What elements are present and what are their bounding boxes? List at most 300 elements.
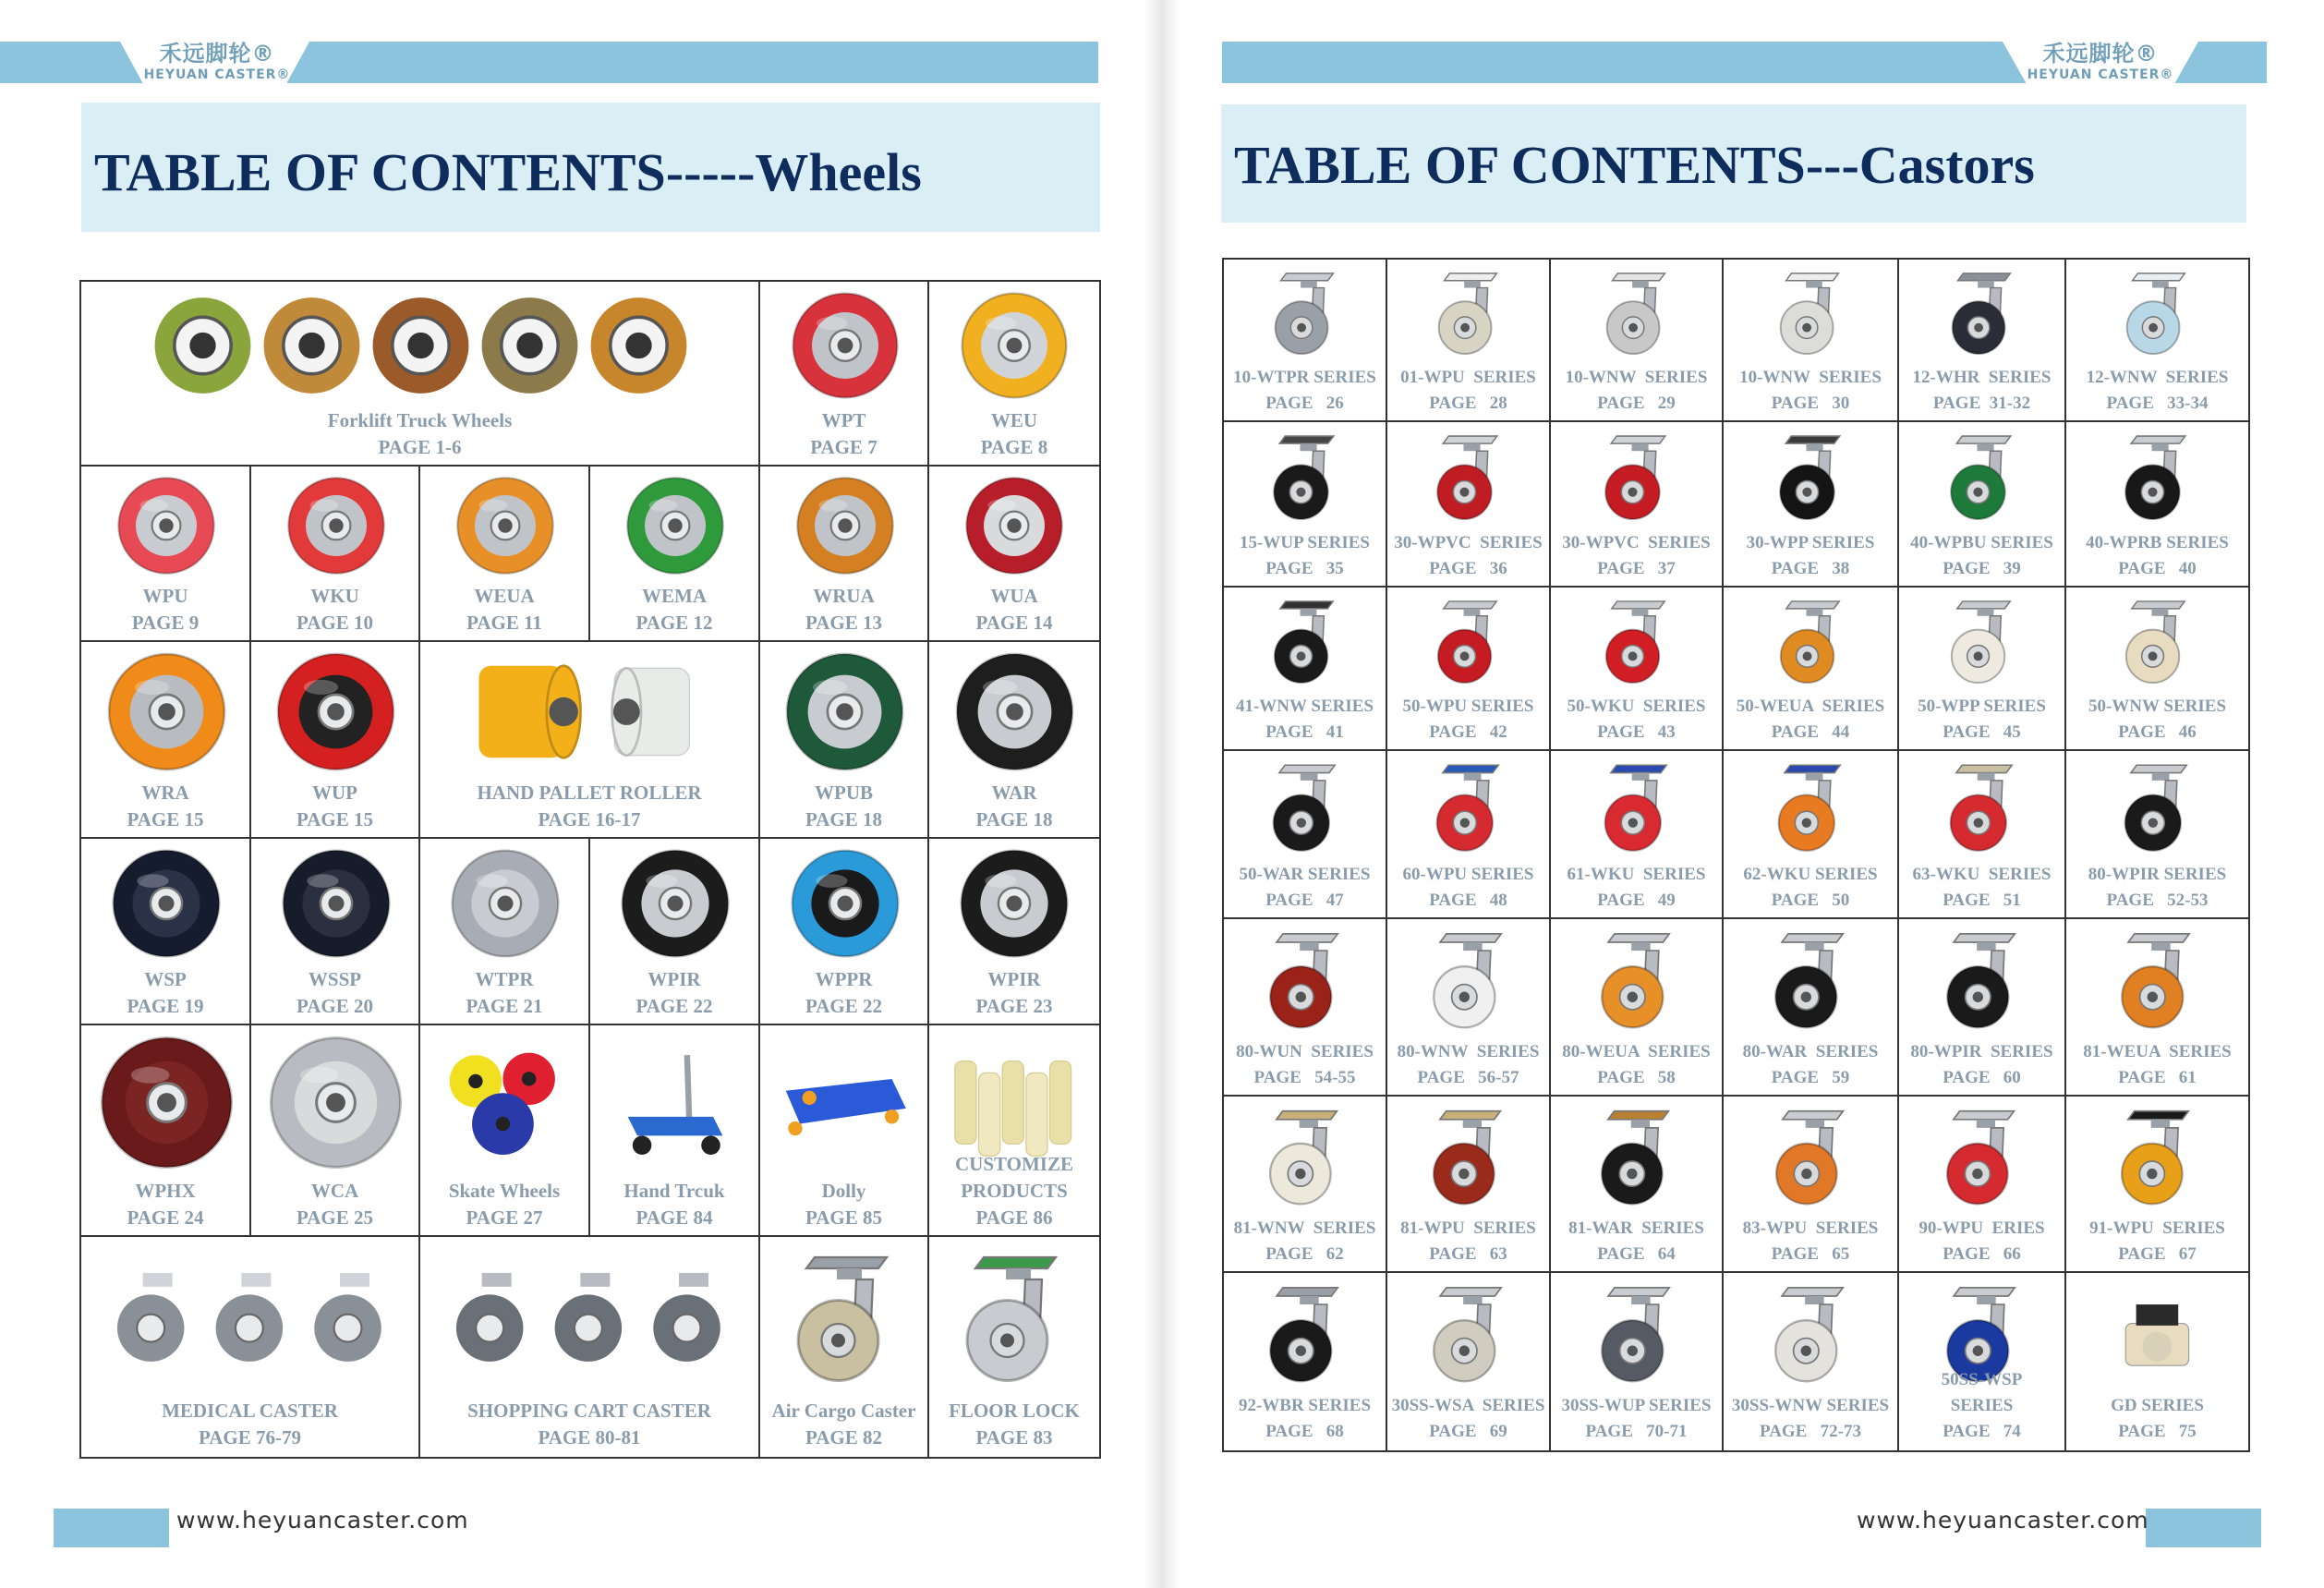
toc-entry[interactable] [2066, 1273, 2248, 1450]
toc-entry[interactable] [590, 839, 760, 1025]
toc-entry[interactable] [1224, 260, 1387, 422]
caster-image [1590, 759, 1686, 860]
entry-label [420, 1178, 588, 1231]
caster-icon [1417, 927, 1522, 1033]
toc-entry[interactable] [929, 282, 1099, 467]
entry-name: 83-WPU SERIES [1742, 1218, 1879, 1238]
toc-entry[interactable] [760, 642, 929, 839]
toc-entry[interactable] [251, 467, 420, 642]
toc-entry[interactable] [1899, 260, 2066, 422]
entry-label [1387, 365, 1549, 417]
entry-label [929, 1151, 1099, 1231]
caster-image [1935, 759, 2031, 860]
toc-entry[interactable] [81, 1237, 420, 1457]
wheel-icon [959, 290, 1070, 401]
entry-label [1724, 1039, 1897, 1091]
toc-entry[interactable] [1724, 260, 1899, 422]
caster-image [1931, 1105, 2035, 1214]
entry-page: PAGE 83 [975, 1426, 1053, 1449]
caster-image [1766, 268, 1857, 363]
toc-entry[interactable] [420, 1025, 590, 1237]
entry-label [1224, 694, 1386, 746]
entry-name: 15-WUP SERIES [1240, 533, 1370, 552]
entry-label [81, 583, 249, 636]
entry-label [1551, 1216, 1722, 1267]
entry-page: PAGE 75 [2118, 1422, 2197, 1441]
toc-entry[interactable] [1387, 422, 1551, 588]
entry-name: WCA [310, 1180, 359, 1202]
title-sub: Wheels [755, 142, 922, 202]
caster-image [1591, 430, 1684, 528]
toc-entry[interactable] [2066, 751, 2248, 919]
toc-entry[interactable] [1387, 260, 1551, 422]
entry-page: PAGE 22 [635, 995, 713, 1017]
toc-entry[interactable] [81, 839, 251, 1025]
entry-page: PAGE 61 [2118, 1068, 2197, 1087]
caster-image [1424, 268, 1515, 363]
entry-name: WTPR [475, 968, 534, 990]
entry-name: Forklift Truck Wheels [327, 409, 513, 431]
toc-entry[interactable] [929, 839, 1099, 1025]
entry-label [2066, 365, 2248, 417]
caster-icon [1423, 596, 1515, 687]
toc-entry[interactable] [1551, 260, 1724, 422]
toc-entry[interactable] [2066, 588, 2248, 751]
entry-page: PAGE 8 [980, 436, 1048, 458]
caster-image [1253, 1105, 1358, 1214]
entry-label [2066, 1216, 2248, 1267]
entry-page: PAGE 47 [1265, 891, 1344, 910]
entry-name: 80-WEUA SERIES [1562, 1042, 1711, 1061]
entry-name: WUA [990, 585, 1038, 607]
skate-wheels-icon [434, 1034, 576, 1171]
entry-label [2066, 530, 2248, 582]
caster-icon [2112, 596, 2203, 687]
wheel-icon [280, 847, 393, 960]
wheel-icon [619, 847, 732, 960]
entry-label [1224, 1393, 1386, 1445]
entry-label [929, 780, 1099, 833]
toc-entry[interactable] [760, 1237, 929, 1457]
toc-entry[interactable] [251, 642, 420, 839]
entry-name: 50-WNW SERIES [2088, 697, 2227, 716]
wheel-icon [783, 650, 906, 773]
toc-entry[interactable] [420, 839, 590, 1025]
entry-label [1387, 862, 1549, 914]
entry-label [1551, 694, 1722, 746]
title-dash: ----- [665, 142, 756, 202]
entry-label [1899, 1367, 2064, 1445]
entry-name: WPU [142, 585, 188, 607]
caster-image [1759, 1281, 1864, 1391]
entry-name: 81-WAR SERIES [1568, 1218, 1704, 1238]
title-dash: --- [1805, 135, 1859, 195]
toc-entry[interactable] [590, 467, 760, 642]
entry-name: 80-WPIR SERIES [1910, 1042, 2053, 1061]
toc-entry[interactable] [81, 467, 251, 642]
toc-entry[interactable] [1551, 422, 1724, 588]
entry-name: WPPR [815, 968, 873, 990]
entry-page: PAGE 46 [2118, 722, 2197, 742]
wheel-icon [110, 847, 223, 960]
entry-page: PAGE 82 [805, 1426, 883, 1449]
entry-label [81, 1178, 249, 1231]
entry-page: PAGE 21 [466, 995, 543, 1017]
entry-name: WUP [312, 782, 357, 804]
caster-image [1938, 268, 2028, 363]
entry-page: PAGE 33-34 [2106, 394, 2209, 413]
brand-logo [129, 35, 305, 82]
shopping-cart-caster-image [442, 1246, 738, 1395]
entry-page: PAGE 31-32 [1932, 394, 2031, 413]
caster-image [1592, 596, 1683, 692]
entry-label [81, 966, 249, 1020]
entry-label [1899, 694, 2064, 746]
toc-entry[interactable] [1899, 588, 2066, 751]
entry-label [929, 583, 1099, 636]
entry-page: PAGE 40 [2118, 559, 2197, 578]
entry-label [929, 407, 1099, 461]
wheel-image [958, 847, 1071, 964]
toc-entry[interactable] [420, 642, 760, 839]
entry-page: PAGE 13 [805, 612, 883, 634]
entry-page: PAGE 20 [296, 995, 374, 1017]
caster-icon [1759, 927, 1864, 1033]
toc-entry[interactable] [760, 467, 929, 642]
entry-label [1899, 365, 2064, 417]
caster-image [1253, 927, 1359, 1037]
entry-label [760, 780, 927, 833]
toc-entry[interactable] [81, 1025, 251, 1237]
caster-icon [1592, 596, 1683, 687]
entry-name: HAND PALLET ROLLER [477, 782, 702, 804]
entry-label [1551, 1039, 1722, 1091]
title-box [1221, 104, 2246, 223]
entry-page: PAGE 60 [1943, 1068, 2021, 1087]
caster-icon [1590, 759, 1686, 855]
entry-name: 10-WNW SERIES [1739, 368, 1882, 387]
toc-entry[interactable] [1387, 1097, 1551, 1273]
toc-entry[interactable] [1724, 751, 1899, 919]
entry-page: PAGE 30 [1771, 394, 1850, 413]
entry-page: PAGE 64 [1597, 1244, 1676, 1264]
toc-entry[interactable] [1387, 919, 1551, 1097]
wheel-image [115, 475, 217, 581]
footer-bar [2146, 1509, 2261, 1547]
hand-truck-icon [604, 1034, 746, 1171]
wheel-image [105, 650, 228, 778]
dolly-icon [774, 1034, 915, 1171]
toc-entry[interactable] [1551, 919, 1724, 1097]
toc-entry[interactable] [1899, 1097, 2066, 1273]
entry-name: 30-WPVC SERIES [1562, 533, 1711, 552]
entry-name: WRUA [813, 585, 875, 607]
entry-page: PAGE 11 [466, 612, 542, 634]
caster-image [2111, 430, 2204, 528]
caster-icon [2111, 430, 2204, 524]
title-sub: Castors [1858, 135, 2035, 195]
toc-entry[interactable] [1551, 1273, 1724, 1450]
caster-image [1422, 430, 1516, 528]
caster-icon [1417, 1105, 1521, 1209]
toc-entry[interactable] [929, 467, 1099, 642]
entry-name: WPIR [987, 968, 1041, 990]
toc-entry[interactable] [760, 282, 929, 467]
toc-entry[interactable] [590, 1025, 760, 1237]
toc-entry[interactable] [1899, 1273, 2066, 1450]
toc-entry[interactable] [929, 642, 1099, 839]
caster-icon [1585, 927, 1690, 1033]
caster-icon [1592, 268, 1683, 358]
entry-name: 40-WPBU SERIES [1910, 533, 2053, 552]
wheels-contents-grid [79, 280, 1101, 1459]
toc-entry[interactable] [1224, 1097, 1387, 1273]
entry-page: PAGE 10 [296, 612, 374, 634]
entry-name: Air Cargo Caster [771, 1400, 916, 1422]
toc-entry[interactable] [1551, 588, 1724, 751]
toc-entry[interactable] [1387, 588, 1551, 751]
caster-image [2110, 759, 2206, 860]
wheel-image [790, 290, 901, 406]
toc-entry[interactable] [929, 1025, 1099, 1237]
page-title [94, 141, 922, 203]
toc-entry[interactable] [1224, 1273, 1387, 1450]
toc-entry[interactable] [251, 839, 420, 1025]
entry-label [1387, 530, 1549, 582]
entry-label [760, 583, 927, 636]
toc-entry[interactable] [1724, 1097, 1899, 1273]
toc-entry[interactable] [81, 282, 760, 467]
wheel-icon [790, 290, 901, 401]
wheel-image [285, 475, 387, 581]
entry-name: 50-WEUA SERIES [1736, 697, 1885, 716]
entry-label [1387, 1216, 1549, 1267]
entry-label [1899, 862, 2064, 914]
entry-label [2066, 1039, 2248, 1091]
caster-image [1259, 430, 1352, 528]
footer-website[interactable]: www.heyuancaster.com [176, 1507, 469, 1533]
wheel-icon [794, 475, 896, 576]
entry-label [1224, 862, 1386, 914]
caster-image [1585, 1281, 1690, 1391]
entry-label [81, 780, 249, 833]
wheel-icon [98, 1034, 236, 1171]
entry-page: PAGE 22 [805, 995, 883, 1017]
toc-entry[interactable] [1224, 919, 1387, 1097]
toc-entry[interactable] [760, 1025, 929, 1237]
caster-icon [1936, 430, 2029, 524]
forklift-wheels-image [100, 291, 742, 405]
entry-page: PAGE 80-81 [538, 1426, 641, 1449]
entry-label [929, 1398, 1099, 1451]
caster-image [1585, 1105, 1689, 1214]
entry-name: 63-WKU SERIES [1912, 865, 2052, 884]
entry-page: PAGE 86 [975, 1206, 1053, 1229]
toc-entry[interactable] [1224, 422, 1387, 588]
toc-entry[interactable] [420, 1237, 760, 1457]
entry-page: PAGE 50 [1771, 891, 1850, 910]
toc-entry[interactable] [1724, 1273, 1899, 1450]
wheel-icon [789, 847, 902, 960]
entry-label [1724, 365, 1897, 417]
caster-image [1592, 268, 1683, 363]
entry-name: FLOOR LOCK [949, 1400, 1080, 1422]
toc-entry[interactable] [929, 1237, 1099, 1457]
entry-name: 50-WKU SERIES [1567, 697, 1706, 716]
toc-entry[interactable] [1899, 422, 2066, 588]
entry-label [1724, 1216, 1897, 1267]
brand-logo-cn: 禾远脚轮® [2042, 41, 2159, 67]
title-main: TABLE OF CONTENTS [1234, 135, 1806, 195]
toc-entry[interactable] [420, 467, 590, 642]
entry-name: WEU [990, 409, 1038, 431]
entry-label [1387, 1039, 1549, 1091]
entry-label [1724, 1393, 1897, 1445]
entry-label [1899, 1039, 2064, 1091]
toc-entry[interactable] [251, 1025, 420, 1237]
pallet-roller-image [448, 651, 732, 777]
caster-icon [1937, 596, 2028, 687]
caster-icon [1935, 759, 2031, 855]
entry-name: 50-WPP SERIES [1918, 697, 2046, 716]
pallet-roller-icon [448, 651, 732, 772]
wheel-image [959, 290, 1070, 406]
entry-page: PAGE 9 [131, 612, 200, 634]
entry-name: WPT [821, 409, 866, 431]
wheel-icon [105, 650, 228, 773]
entry-name: WKU [310, 585, 359, 607]
entry-name: 92-WBR SERIES [1238, 1396, 1372, 1415]
entry-label [420, 1398, 758, 1451]
medical-caster-image [103, 1246, 399, 1395]
entry-label [1899, 1216, 2064, 1267]
caster-image [1423, 596, 1515, 692]
wheel-image [789, 847, 902, 964]
entry-name: WPHX [135, 1180, 196, 1202]
entry-name: 01-WPU SERIES [1400, 368, 1536, 387]
entry-name: 81-WPU SERIES [1400, 1218, 1536, 1238]
toc-entry[interactable] [1551, 1097, 1724, 1273]
wheel-image [794, 475, 896, 581]
entry-name: 10-WNW SERIES [1565, 368, 1708, 387]
entry-page: PAGE 18 [805, 808, 883, 830]
entry-page: PAGE 28 [1429, 394, 1507, 413]
entry-name: MEDICAL CASTER [162, 1400, 338, 1422]
brand-logo-en: HEYUAN CASTER® [2027, 67, 2174, 82]
entry-page: PAGE 76-79 [198, 1426, 302, 1449]
wheel-image [449, 847, 562, 964]
toc-entry[interactable] [1551, 751, 1724, 919]
entry-name: 81-WNW SERIES [1233, 1218, 1376, 1238]
caster-icon [1938, 268, 2028, 358]
toc-entry[interactable] [760, 839, 929, 1025]
entry-label [1724, 694, 1897, 746]
entry-name: 30-WPVC SERIES [1394, 533, 1543, 552]
entry-label [929, 966, 1099, 1020]
wheel-icon [267, 1034, 405, 1171]
entry-page: PAGE 84 [635, 1206, 713, 1229]
caster-icon [1766, 268, 1857, 358]
toc-entry[interactable] [1724, 588, 1899, 751]
entry-label [1224, 1039, 1386, 1091]
caster-icon [2112, 268, 2203, 358]
caster-image [1417, 927, 1522, 1037]
toc-entry[interactable] [2066, 422, 2248, 588]
entry-label [1224, 530, 1386, 582]
brand-logo-cn: 禾远脚轮® [159, 41, 275, 67]
brand-logo [2012, 35, 2189, 82]
entry-label [1551, 862, 1722, 914]
toc-entry[interactable] [2066, 1097, 2248, 1273]
entry-page: PAGE 68 [1265, 1422, 1344, 1441]
toc-entry[interactable] [1724, 919, 1899, 1097]
entry-page: PAGE 85 [805, 1206, 883, 1229]
entry-page: PAGE 35 [1265, 559, 1344, 578]
entry-page: PAGE 58 [1597, 1068, 1676, 1087]
caster-icon [1931, 1105, 2035, 1209]
page-title [1234, 134, 2035, 196]
wheel-icon [624, 475, 726, 576]
entry-label [1551, 365, 1722, 417]
entry-name: 41-WNW SERIES [1235, 697, 1374, 716]
toc-entry[interactable] [1899, 919, 2066, 1097]
toc-entry[interactable] [1387, 751, 1551, 919]
toc-entry[interactable] [1224, 751, 1387, 919]
caster-image [1760, 1105, 1864, 1214]
entry-label [2066, 862, 2248, 914]
title-main: TABLE OF CONTENTS [94, 142, 666, 202]
entry-page: PAGE 42 [1429, 722, 1507, 742]
caster-icon [1585, 1105, 1689, 1209]
entry-page: PAGE 54-55 [1253, 1068, 1356, 1087]
entry-page: PAGE 37 [1597, 559, 1676, 578]
entry-page: PAGE 29 [1597, 394, 1676, 413]
toc-entry[interactable] [1899, 751, 2066, 919]
toc-entry[interactable] [1224, 588, 1387, 751]
footer-website[interactable]: www.heyuancaster.com [1857, 1507, 2149, 1533]
shopping-cart-caster-icon [442, 1246, 738, 1390]
air-cargo-caster-image [776, 1249, 914, 1392]
entry-page: PAGE 14 [975, 612, 1053, 634]
entry-page: PAGE 59 [1771, 1068, 1850, 1087]
wheel-image [454, 475, 556, 581]
toc-entry[interactable] [2066, 919, 2248, 1097]
toc-entry[interactable] [81, 642, 251, 839]
caster-image [1759, 927, 1864, 1037]
caster-icon [2105, 1105, 2209, 1209]
entry-name: Skate Wheels [448, 1180, 561, 1202]
dolly-image [774, 1034, 915, 1176]
entry-name: 81-WEUA SERIES [2083, 1042, 2232, 1061]
entry-name: 80-WUN SERIES [1236, 1042, 1374, 1061]
caster-icon [1766, 596, 1858, 687]
entry-label [760, 966, 927, 1020]
toc-entry[interactable] [2066, 260, 2248, 422]
entry-page: PAGE 23 [975, 995, 1053, 1017]
entry-page: PAGE 15 [296, 808, 374, 830]
caster-image [1585, 927, 1690, 1037]
caster-icon [1253, 927, 1359, 1033]
wheel-icon [958, 847, 1071, 960]
caster-image [1261, 268, 1351, 363]
caster-image [1763, 759, 1859, 860]
caster-image [1417, 1281, 1522, 1391]
entry-label [420, 583, 588, 636]
entry-name: 30SS-WUP SERIES [1561, 1396, 1712, 1415]
toc-entry[interactable] [1387, 1273, 1551, 1450]
caster-image [1936, 430, 2029, 528]
toc-entry[interactable] [1724, 422, 1899, 588]
